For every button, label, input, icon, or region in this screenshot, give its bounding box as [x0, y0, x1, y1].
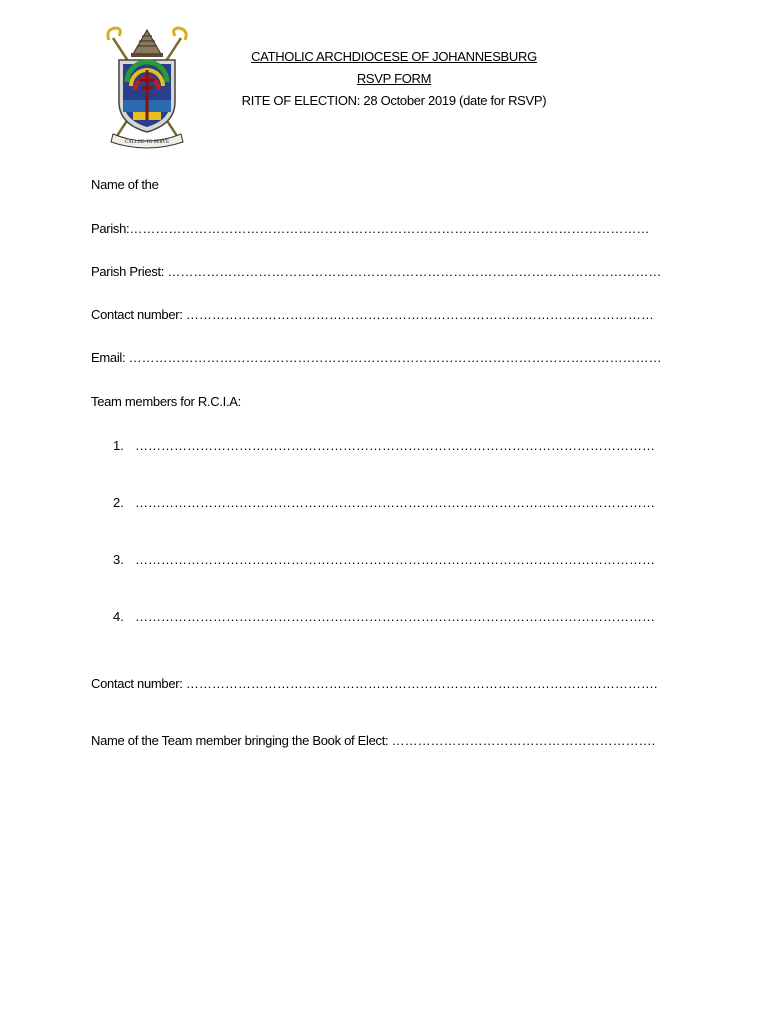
- team-contact-number-field[interactable]: [91, 676, 658, 691]
- team-contact-number-fill-line[interactable]: ……………………………………………………………………………………………….: [185, 676, 658, 691]
- event-title: RITE OF ELECTION: 28 October 2019 (date for RSVP): [241, 93, 547, 108]
- book-of-elect-bearer-field[interactable]: [91, 733, 655, 748]
- team-member-fill-line[interactable]: …………………………………………………………………………………………………………: [135, 552, 655, 567]
- email-label: Email:: [91, 350, 129, 365]
- email-fill-line[interactable]: ……………………………………………………………………………………………………………: [128, 350, 662, 365]
- book-of-elect-bearer-label: Name of the Team member bringing the Book of Elect:: [91, 733, 392, 748]
- team-member-number: 4.: [113, 609, 124, 624]
- parish-priest-fill-line[interactable]: ……………………………………………………………………………………………………: [167, 264, 662, 279]
- team-members-label: Team members for R.C.I.A:: [91, 394, 241, 409]
- team-member-fill-line[interactable]: …………………………………………………………………………………………………………: [135, 609, 655, 624]
- contact-number-fill-line[interactable]: ………………………………………………………………………………………………: [185, 307, 654, 322]
- parish-priest-label: Parish Priest:: [91, 264, 168, 279]
- team-member-fill-line[interactable]: …………………………………………………………………………………………………………: [135, 495, 655, 510]
- archdiocese-coat-of-arms-logo: [103, 24, 191, 150]
- email-field[interactable]: [91, 350, 662, 365]
- team-member-fill-line[interactable]: …………………………………………………………………………………………………………: [135, 438, 655, 453]
- team-member-item[interactable]: [113, 495, 655, 510]
- parish-label: Parish:: [91, 221, 130, 236]
- contact-number-label: Contact number:: [91, 307, 186, 322]
- archdiocese-title: CATHOLIC ARCHDIOCESE OF JOHANNESBURG: [251, 49, 537, 64]
- team-member-item[interactable]: [113, 552, 655, 567]
- form-header: [200, 46, 588, 112]
- team-member-number: 2.: [113, 495, 124, 510]
- book-of-elect-bearer-fill-line[interactable]: …………………………………………………….: [391, 733, 656, 748]
- logo-motto: CALLED TO SERVE: [124, 140, 170, 145]
- team-member-number: 3.: [113, 552, 124, 567]
- parish-priest-field[interactable]: [91, 264, 661, 279]
- team-member-item[interactable]: [113, 609, 655, 624]
- parish-field[interactable]: [91, 221, 649, 236]
- parish-fill-line[interactable]: …………………………………………………………………………………………………………: [129, 221, 650, 236]
- contact-number-field[interactable]: [91, 307, 654, 322]
- team-contact-number-label: Contact number:: [91, 676, 186, 691]
- name-of-the-label: Name of the: [91, 177, 159, 192]
- form-title: RSVP FORM: [356, 71, 432, 86]
- team-member-number: 1.: [113, 438, 124, 453]
- team-member-item[interactable]: [113, 438, 655, 453]
